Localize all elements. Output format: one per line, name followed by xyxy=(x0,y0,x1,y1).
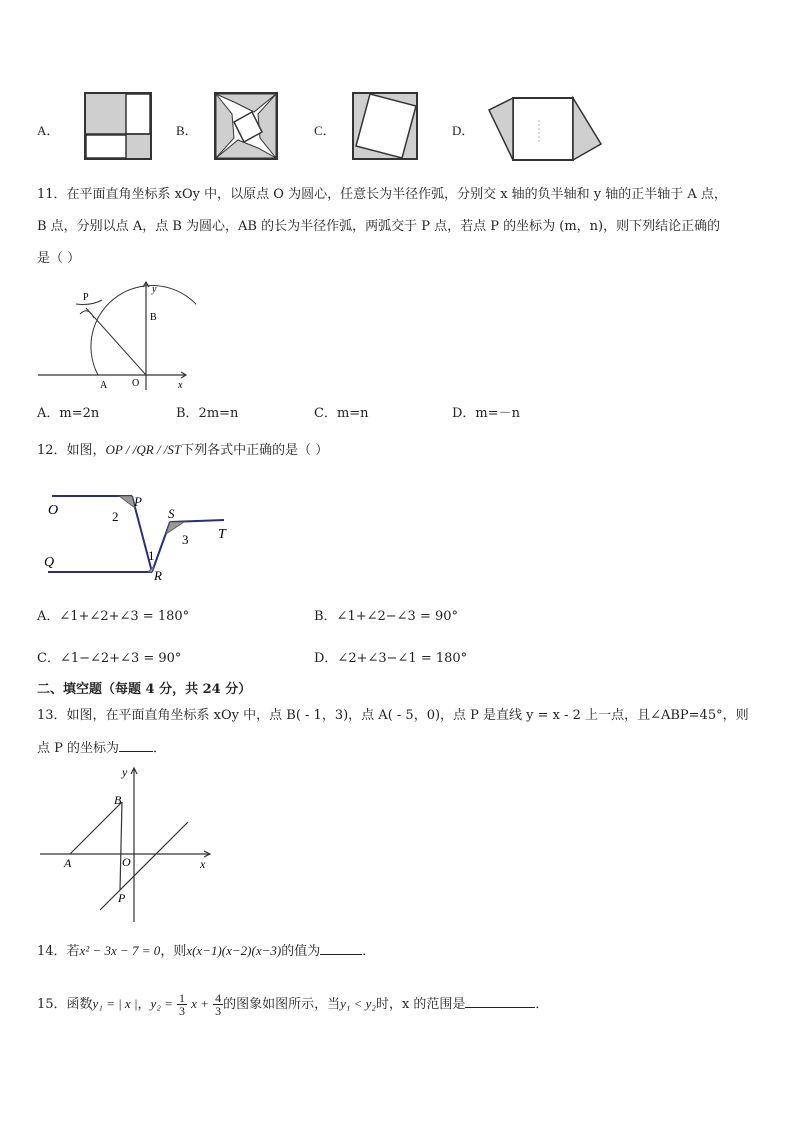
q11-option-d: D．m=－n xyxy=(452,406,521,421)
q10-figure-d xyxy=(485,92,605,164)
q11-text-line-2: B 点，分别以点 A，点 B 为圆心，AB 的长为半径作弧，两弧交于 P 点，若点 P 的坐标为 (m，n)，则下列结论正确的 xyxy=(37,219,721,234)
q15-condition: y₁ < y₂ xyxy=(340,996,376,1011)
q12-label-p: P xyxy=(134,494,142,509)
q14-suffix: 的值为 xyxy=(281,944,321,959)
q12-label-o: O xyxy=(48,503,59,518)
q14-equation: x² − 3x − 7 = 0 xyxy=(79,943,161,958)
q11-label-o: O xyxy=(132,378,140,389)
q12-label-3: 3 xyxy=(182,532,189,547)
q13-label-y: y xyxy=(122,765,128,779)
q11-coordinate-figure xyxy=(36,278,196,393)
q13-label-x: x xyxy=(200,857,206,871)
q13-coordinate-figure xyxy=(38,762,218,928)
q12-option-b: B．∠1+∠2−∠3 = 90° xyxy=(314,609,459,624)
q11-label-y: y xyxy=(152,284,157,295)
q11-text-line-1: 11．在平面直角坐标系 xOy 中，以原点 O 为圆心，任意长为半径作弧，分别交 x 轴的负半轴和 y 轴的正半轴于 A 点， xyxy=(37,187,727,202)
q14-end: ． xyxy=(362,944,376,959)
q12-option-d: D．∠2+∠3−∠1 = 180° xyxy=(314,651,468,666)
q15-question xyxy=(37,988,548,1021)
q12-option-a: A．∠1+∠2+∠3 = 180° xyxy=(37,609,190,624)
q14-question xyxy=(37,941,375,961)
q12-label-q: Q xyxy=(44,555,55,570)
q12-label-t: T xyxy=(218,527,226,542)
q13-line2-suffix: ． xyxy=(153,741,167,756)
q11-text-line-3: 是（ ） xyxy=(37,251,81,266)
q12-suffix: 下列各式中正确的是（ ） xyxy=(181,443,329,458)
q12-label-s: S xyxy=(168,506,175,521)
q10-figure-a xyxy=(84,92,154,162)
q12-condition: OP / /QR / /ST xyxy=(105,442,182,457)
q12-prefix: 12．如图， xyxy=(37,443,106,458)
q13-text-line-2 xyxy=(37,738,166,758)
q13-label-b: B xyxy=(114,793,122,807)
q11-label-a: A xyxy=(100,380,108,391)
q10-figure-c xyxy=(352,92,420,162)
q10-option-c-label: C． xyxy=(314,123,336,138)
q11-label-b: B xyxy=(150,312,157,323)
q15-fraction-1: $\frac{1}{3}$ xyxy=(179,991,185,1018)
q10-option-b-label: B． xyxy=(176,123,198,138)
q13-label-o: O xyxy=(122,855,131,869)
q14-expression: x(x−1)(x−2)(x−3) xyxy=(186,943,282,958)
q15-end: ． xyxy=(535,997,549,1012)
q13-text-line-1: 13．如图，在平面直角坐标系 xOy 中，点 B( - 1，3)，点 A( - 5，0)，点 P 是直线 y = x - 2 上一点，且∠ABP=45°，则 xyxy=(37,708,749,723)
q11-label-x: x xyxy=(178,380,183,391)
q15-fraction-2: $\frac{4}{3}$ xyxy=(215,991,222,1018)
q15-x-plus: x + xyxy=(191,996,209,1011)
q10-figure-b xyxy=(214,92,280,162)
q14-prefix: 14．若 xyxy=(37,944,80,959)
q15-y2-lhs: y₂ = xyxy=(150,996,173,1011)
q11-label-p: P xyxy=(83,292,89,303)
q15-comma: ， xyxy=(137,997,151,1012)
q15-y1: y₁ = | x | xyxy=(92,996,138,1011)
q12-label-r: R xyxy=(154,568,162,583)
q13-label-a: A xyxy=(64,856,72,870)
q12-label-2: 2 xyxy=(112,509,119,524)
q14-middle: ，则 xyxy=(160,944,187,959)
q15-answer-blank[interactable] xyxy=(465,994,535,1008)
q13-label-p: P xyxy=(118,891,126,905)
q12-label-1: 1 xyxy=(148,548,155,563)
q14-answer-blank[interactable] xyxy=(320,941,362,955)
q12-option-c: C．∠1−∠2+∠3 = 90° xyxy=(37,651,182,666)
q12-question xyxy=(37,441,328,460)
q11-option-a: A．m=2n xyxy=(37,406,100,421)
q13-answer-blank[interactable] xyxy=(119,738,153,752)
q12-parallel-lines-figure xyxy=(38,484,238,584)
q15-middle2: 时，x 的范围是 xyxy=(375,997,466,1012)
q13-line2-prefix: 点 P 的坐标为 xyxy=(37,741,120,756)
q11-option-b: B．2m=n xyxy=(176,406,239,421)
section-heading: 二、填空题（每题 4 分，共 24 分） xyxy=(37,682,252,697)
q15-middle: 的图象如图所示，当 xyxy=(223,997,341,1012)
q11-option-c: C．m=n xyxy=(314,406,369,421)
q10-option-a-label: A． xyxy=(37,123,60,138)
q10-option-d-label: D． xyxy=(452,123,475,138)
q15-prefix: 15．函数 xyxy=(37,997,93,1012)
